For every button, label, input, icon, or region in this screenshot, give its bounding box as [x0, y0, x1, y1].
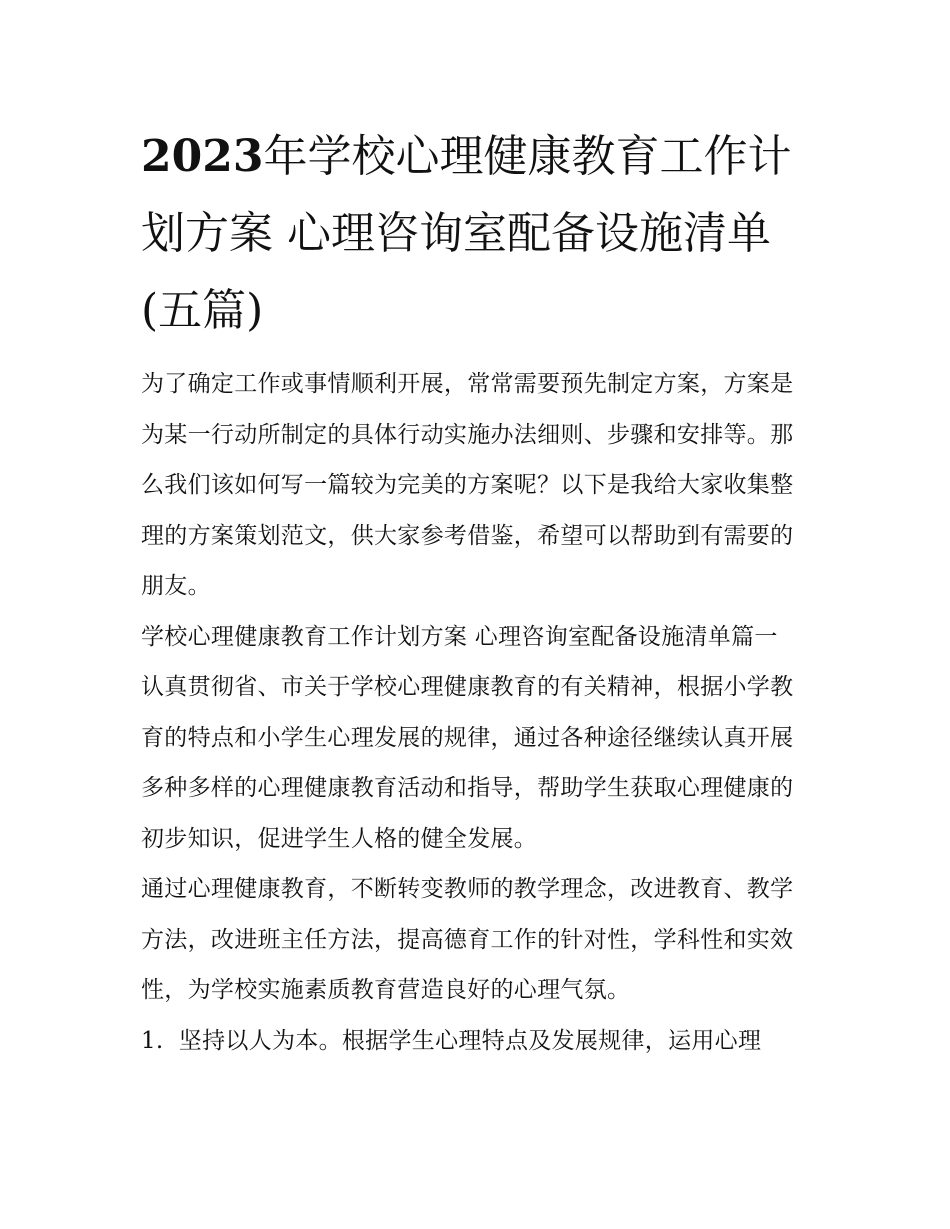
title-text: 年学校心理健康教育工作计划方案 心理咨询室配备设施清单(五篇)	[141, 131, 792, 336]
list-item-text: 坚持以人为本。根据学生心理特点及发展规律，运用心理	[178, 1027, 762, 1054]
document-title	[141, 118, 813, 349]
body-paragraph-2: 通过心理健康教育，不断转变教师的教学理念，改进教育、教学方法，改进班主任方法，提高德育工作的针对性，学科性和实效性，为学校实施素质教育营造良好的心理气氛。	[141, 876, 794, 1003]
list-item	[141, 1016, 813, 1067]
title-year: 2023	[141, 131, 264, 182]
body-paragraph-1: 认真贯彻省、市关于学校心理健康教育的有关精神，根据小学教育的特点和小学生心理发展的规律，通过各种途径继续认真开展多种多样的心理健康教育活动和指导，帮助学生获取心理健康的初步知识，促进学生人格的健全发展。	[141, 674, 794, 852]
section-heading: 学校心理健康教育工作计划方案 心理咨询室配备设施清单篇一	[141, 623, 778, 650]
list-item-number: 1.	[141, 1027, 164, 1054]
document-page	[141, 118, 813, 1066]
intro-paragraph: 为了确定工作或事情顺利开展，常常需要预先制定方案，方案是为某一行动所制定的具体行动实施办法细则、步骤和安排等。那么我们该如何写一篇较为完美的方案呢？以下是我给大家收集整理的方案策划范文，供大家参考借鉴，希望可以帮助到有需要的朋友。	[141, 371, 794, 599]
